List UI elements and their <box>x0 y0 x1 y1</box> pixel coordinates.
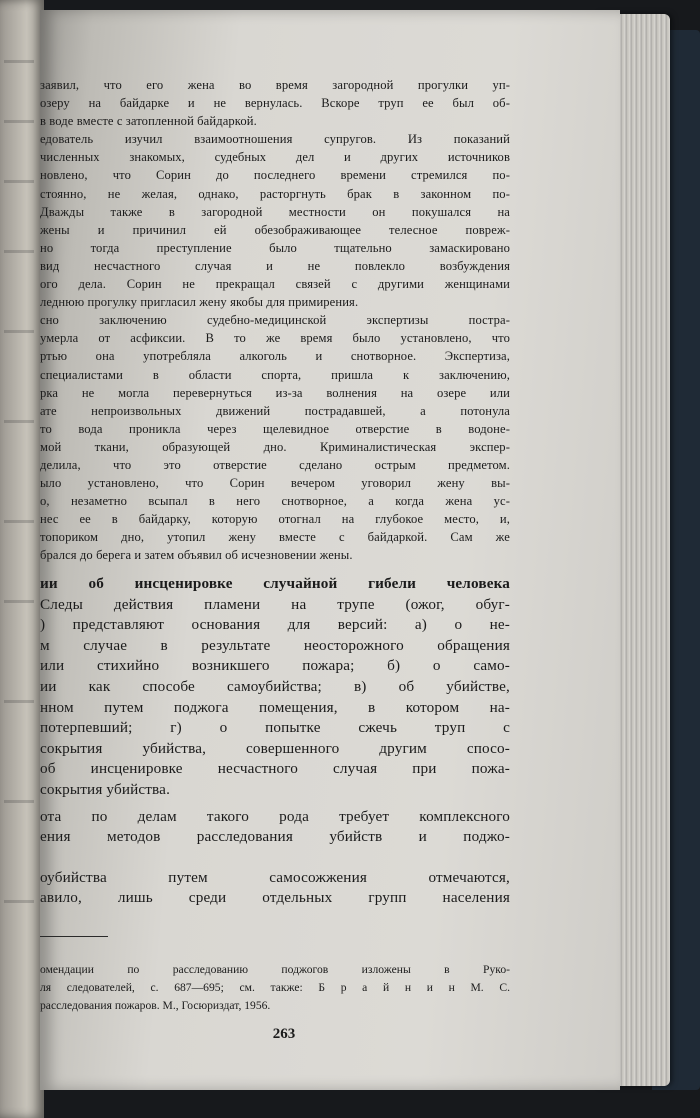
text-line: Дважды также в загородной местности он покушался на <box>40 204 510 219</box>
text-line: численных знакомых, судебных дел и других источников <box>40 150 510 165</box>
text-line: потерпевший; г) о попытке сжечь труп с <box>40 719 510 737</box>
footnote-line: ля следователей, с. 687—695; см. также: Б р а й н и н М. С. <box>40 980 510 994</box>
text-line: вид несчастного случая и не повлекло возбуждения <box>40 258 510 273</box>
text-line: ого дела. Сорин не прекращал связей с другими женщинами <box>40 277 510 292</box>
text-line: м случае в результате неосторожного обращения <box>40 636 510 654</box>
text-line: нес ее в байдарку, которую отогнал на глубокое место, и, <box>40 512 510 527</box>
text-line: озеру на байдарке и не вернулась. Вскоре труп ее был об- <box>40 96 510 111</box>
text-line: умерла от асфиксии. В то же время было установлено, что <box>40 331 510 346</box>
text-line: Следы действия пламени на трупе (ожог, обуг- <box>40 595 510 613</box>
text-line: леднюю прогулку пригласил жену якобы для примирения. <box>40 295 359 310</box>
left-facing-page-edge <box>0 0 44 1118</box>
text-line: ртью она употребляла алкоголь и снотворное. Экспертиза, <box>40 349 510 364</box>
text-line: жены и причинил ей обезображивающее телесное повреж- <box>40 222 510 237</box>
text-line: топориком дно, утопил жену вместе с байдаркой. Сам же <box>40 530 510 545</box>
text-line: специалистами в области спорта, пришла к заключению, <box>40 367 510 382</box>
text-line: рка не могла перевернуться из-за волнения на озере или <box>40 385 510 400</box>
text-line: едователь изучил взаимоотношения супругов. Из показаний <box>40 132 510 147</box>
text-line: нном путем поджога помещения, в котором на- <box>40 698 510 716</box>
footnote <box>40 961 510 1014</box>
text-line: ии как способе самоубийства; в) об убийстве, <box>40 677 510 695</box>
footnote-line: расследования пожаров. М., Госюриздат, 1956. <box>40 998 271 1012</box>
text-line: сокрытия убийства. <box>40 780 171 798</box>
text-line: делила, что это отверстие сделано острым предметом. <box>40 457 510 472</box>
text-line: в воде вместе с затопленной байдаркой. <box>40 114 257 129</box>
text-line: ыло установлено, что Сорин вечером уговорил жену вы- <box>40 476 510 491</box>
text-line: то вода проникла через щелевидное отверстие в водоне- <box>40 421 510 436</box>
book-page <box>40 10 620 1090</box>
text-line: авило, лишь среди отдельных групп населения <box>40 889 510 907</box>
text-line: мой ткани, образующей дно. Криминалистическая экспер- <box>40 439 510 454</box>
text-line: ота по делам такого рода требует комплексного <box>40 807 510 825</box>
section-heading: ии об инсценировке случайной гибели человека <box>40 575 510 592</box>
text-line: ения методов расследования убийств и поджо- <box>40 828 510 846</box>
text-line: новлено, что Сорин до последнего времени стремился по- <box>40 168 510 183</box>
text-line: но тогда преступление было тщательно замаскировано <box>40 240 510 255</box>
footnote-separator <box>40 936 108 937</box>
small-print-text <box>40 76 510 565</box>
page-number: 263 <box>272 1026 296 1042</box>
text-line: об инсценировке несчастного случая при пожа- <box>40 760 510 778</box>
text-line: оубийства путем самосожжения отмечаются, <box>40 868 510 886</box>
text-line: или стихийно возникшего пожара; б) о само- <box>40 657 510 675</box>
text-line: заявил, что его жена во время загородной прогулки уп- <box>40 78 510 92</box>
text-line: о, незаметно всыпал в него снотворное, а когда жена ус- <box>40 494 510 509</box>
footnote-line: омендации по расследованию поджогов изложены в Руко- <box>40 963 510 976</box>
text-line: брался до берега и затем объявил об исчезновении жены. <box>40 548 353 563</box>
text-line: ате непроизвольных движений пострадавшей, а потонула <box>40 403 510 418</box>
text-line: стоянно, не желая, однако, расторгнуть брак в законном по- <box>40 186 510 201</box>
text-line: ) представляют основания для версий: а) о не- <box>40 616 510 634</box>
text-line: сно заключению судебно-медицинской экспертизы постра- <box>40 313 510 328</box>
text-line: сокрытия убийства, совершенного другим спосо- <box>40 739 510 757</box>
main-text <box>40 574 510 909</box>
